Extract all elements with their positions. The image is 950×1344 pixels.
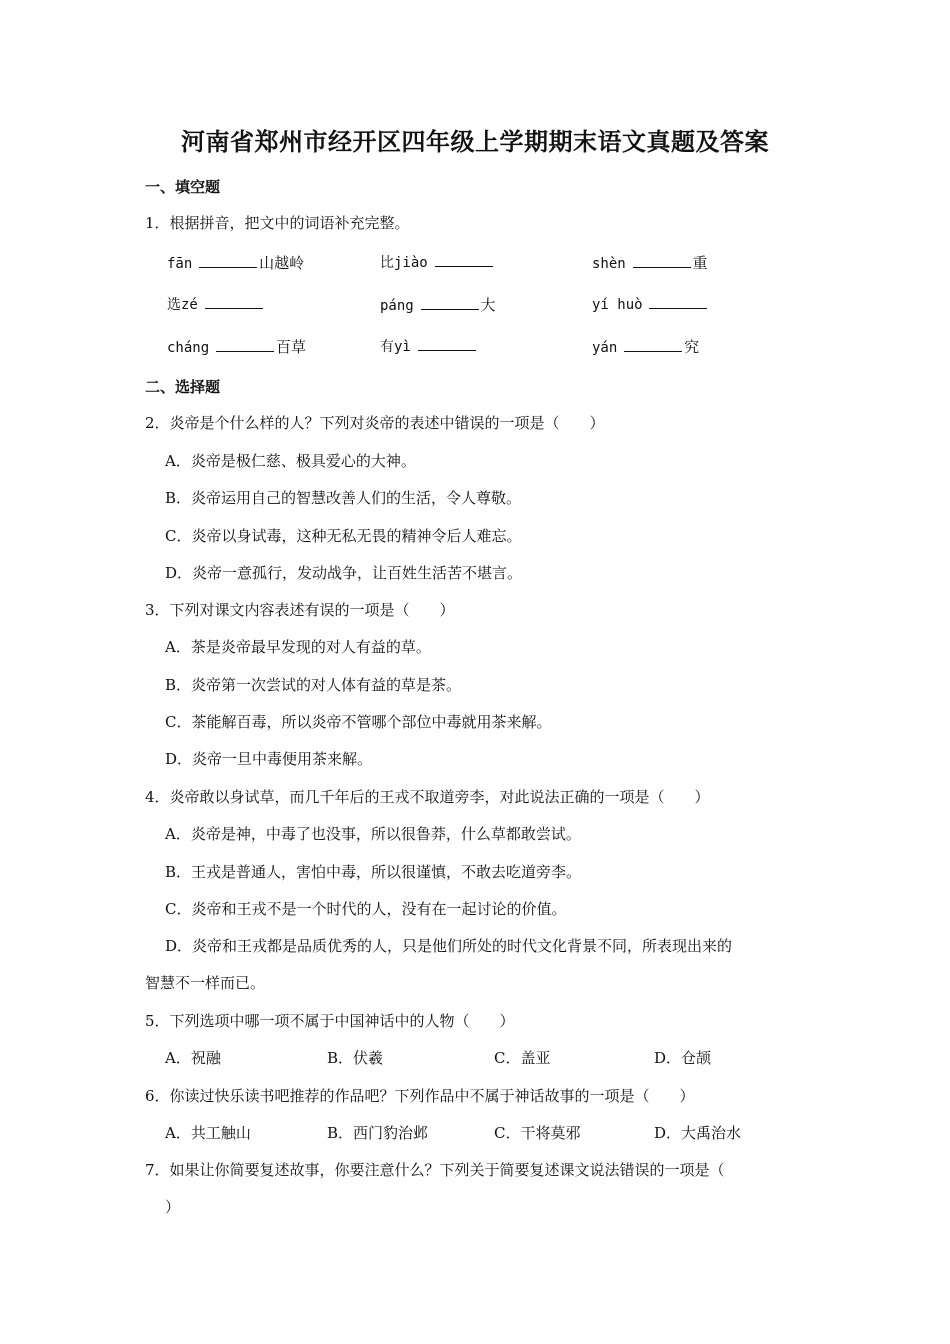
q1-item [380, 252, 495, 272]
q2-option-d[interactable]: D．炎帝一意孤行，发动战争，让百姓生活苦不堪言。 [165, 564, 523, 582]
q5-option-b[interactable]: B．伏羲 [327, 1049, 384, 1067]
answer-blank[interactable] [421, 295, 479, 310]
q3-option-d[interactable]: D．炎帝一旦中毒便用茶来解。 [165, 750, 373, 768]
q3-option-c[interactable]: C．茶能解百毒，所以炎帝不管哪个部位中毒就用茶来解。 [165, 713, 552, 731]
q6-option-b[interactable]: B．西门豹治邺 [327, 1124, 429, 1142]
q1-item [167, 294, 265, 314]
q6-option-a[interactable]: A．共工触山 [165, 1124, 251, 1142]
question-1-stem: 1．根据拼音，把文中的词语补充完整。 [145, 214, 410, 232]
q5-option-d[interactable]: D．仓颉 [654, 1049, 712, 1067]
q1-item [167, 336, 306, 357]
q3-option-a[interactable]: A．茶是炎帝最早发现的对人有益的草。 [165, 638, 431, 656]
q1-suffix: 重 [692, 254, 708, 272]
q4-option-d-continued: 智慧不一样而已。 [145, 974, 266, 992]
question-5-stem: 5．下列选项中哪一项不属于中国神话中的人物（ ） [145, 1012, 515, 1030]
answer-blank[interactable] [624, 337, 682, 352]
q3-option-b[interactable]: B．炎帝第一次尝试的对人体有益的草是茶。 [165, 676, 462, 694]
q1-pinyin: 选zé [167, 297, 198, 313]
answer-blank[interactable] [216, 337, 274, 352]
q1-item [167, 252, 304, 273]
q6-option-c[interactable]: C．干将莫邪 [494, 1124, 581, 1142]
answer-blank[interactable] [435, 252, 493, 267]
q1-item [592, 252, 708, 273]
section-heading-choice: 二、选择题 [145, 378, 221, 396]
q2-option-a[interactable]: A．炎帝是极仁慈、极具爱心的大神。 [165, 452, 416, 470]
q1-pinyin: 比jiào [380, 255, 428, 271]
q2-option-b[interactable]: B．炎帝运用自己的智慧改善人们的生活，令人尊敬。 [165, 489, 522, 507]
answer-blank[interactable] [418, 336, 476, 351]
question-6-stem: 6．你读过快乐读书吧推荐的作品吧？下列作品中不属于神话故事的一项是（ ） [145, 1087, 695, 1105]
q1-item [592, 294, 709, 313]
q1-pinyin: shèn [592, 256, 626, 272]
question-2-stem: 2．炎帝是个什么样的人？下列对炎帝的表述中错误的一项是（ ） [145, 414, 605, 432]
q4-option-c[interactable]: C．炎帝和王戎不是一个时代的人，没有在一起讨论的价值。 [165, 900, 567, 918]
q1-item [592, 336, 699, 357]
q1-pinyin: cháng [167, 340, 210, 356]
q1-pinyin: yán [592, 340, 618, 356]
section-heading-fill: 一、填空题 [145, 178, 221, 196]
q1-pinyin: páng [380, 298, 414, 314]
q1-pinyin: yí huò [592, 297, 643, 313]
q1-suffix: 百草 [275, 338, 306, 356]
q1-suffix: 究 [684, 338, 700, 356]
question-3-stem: 3．下列对课文内容表述有误的一项是（ ） [145, 601, 455, 619]
q5-option-a[interactable]: A．祝融 [165, 1049, 221, 1067]
question-7-stem: 7．如果让你简要复述故事，你要注意什么？下列关于简要复述课文说法错误的一项是（ [145, 1161, 725, 1179]
document-title: 河南省郑州市经开区四年级上学期期末语文真题及答案 [181, 127, 769, 156]
q1-suffix: 大 [480, 296, 496, 314]
q6-option-d[interactable]: D．大禹治水 [654, 1124, 742, 1142]
answer-blank[interactable] [205, 294, 263, 309]
answer-blank[interactable] [633, 253, 691, 268]
answer-blank[interactable] [199, 253, 257, 268]
q1-pinyin: fān [167, 256, 193, 272]
q1-item [380, 294, 496, 315]
question-7-stem-continued: ） [165, 1198, 181, 1216]
question-4-stem: 4．炎帝敢以身试草，而几千年后的王戎不取道旁李，对此说法正确的一项是（ ） [145, 788, 710, 806]
q4-option-a[interactable]: A．炎帝是神，中毒了也没事，所以很鲁莽，什么草都敢尝试。 [165, 825, 581, 843]
answer-blank[interactable] [649, 294, 707, 309]
q1-suffix: 山越岭 [259, 254, 305, 272]
q2-option-c[interactable]: C．炎帝以身试毒，这种无私无畏的精神令后人难忘。 [165, 527, 522, 545]
q4-option-d[interactable]: D．炎帝和王戎都是品质优秀的人，只是他们所处的时代文化背景不同，所表现出来的 [165, 937, 733, 955]
q4-option-b[interactable]: B．王戎是普通人，害怕中毒，所以很谨慎，不敢去吃道旁李。 [165, 863, 582, 881]
q1-pinyin: 有yì [380, 339, 411, 355]
q1-item [380, 336, 478, 356]
q5-option-c[interactable]: C．盖亚 [494, 1049, 551, 1067]
